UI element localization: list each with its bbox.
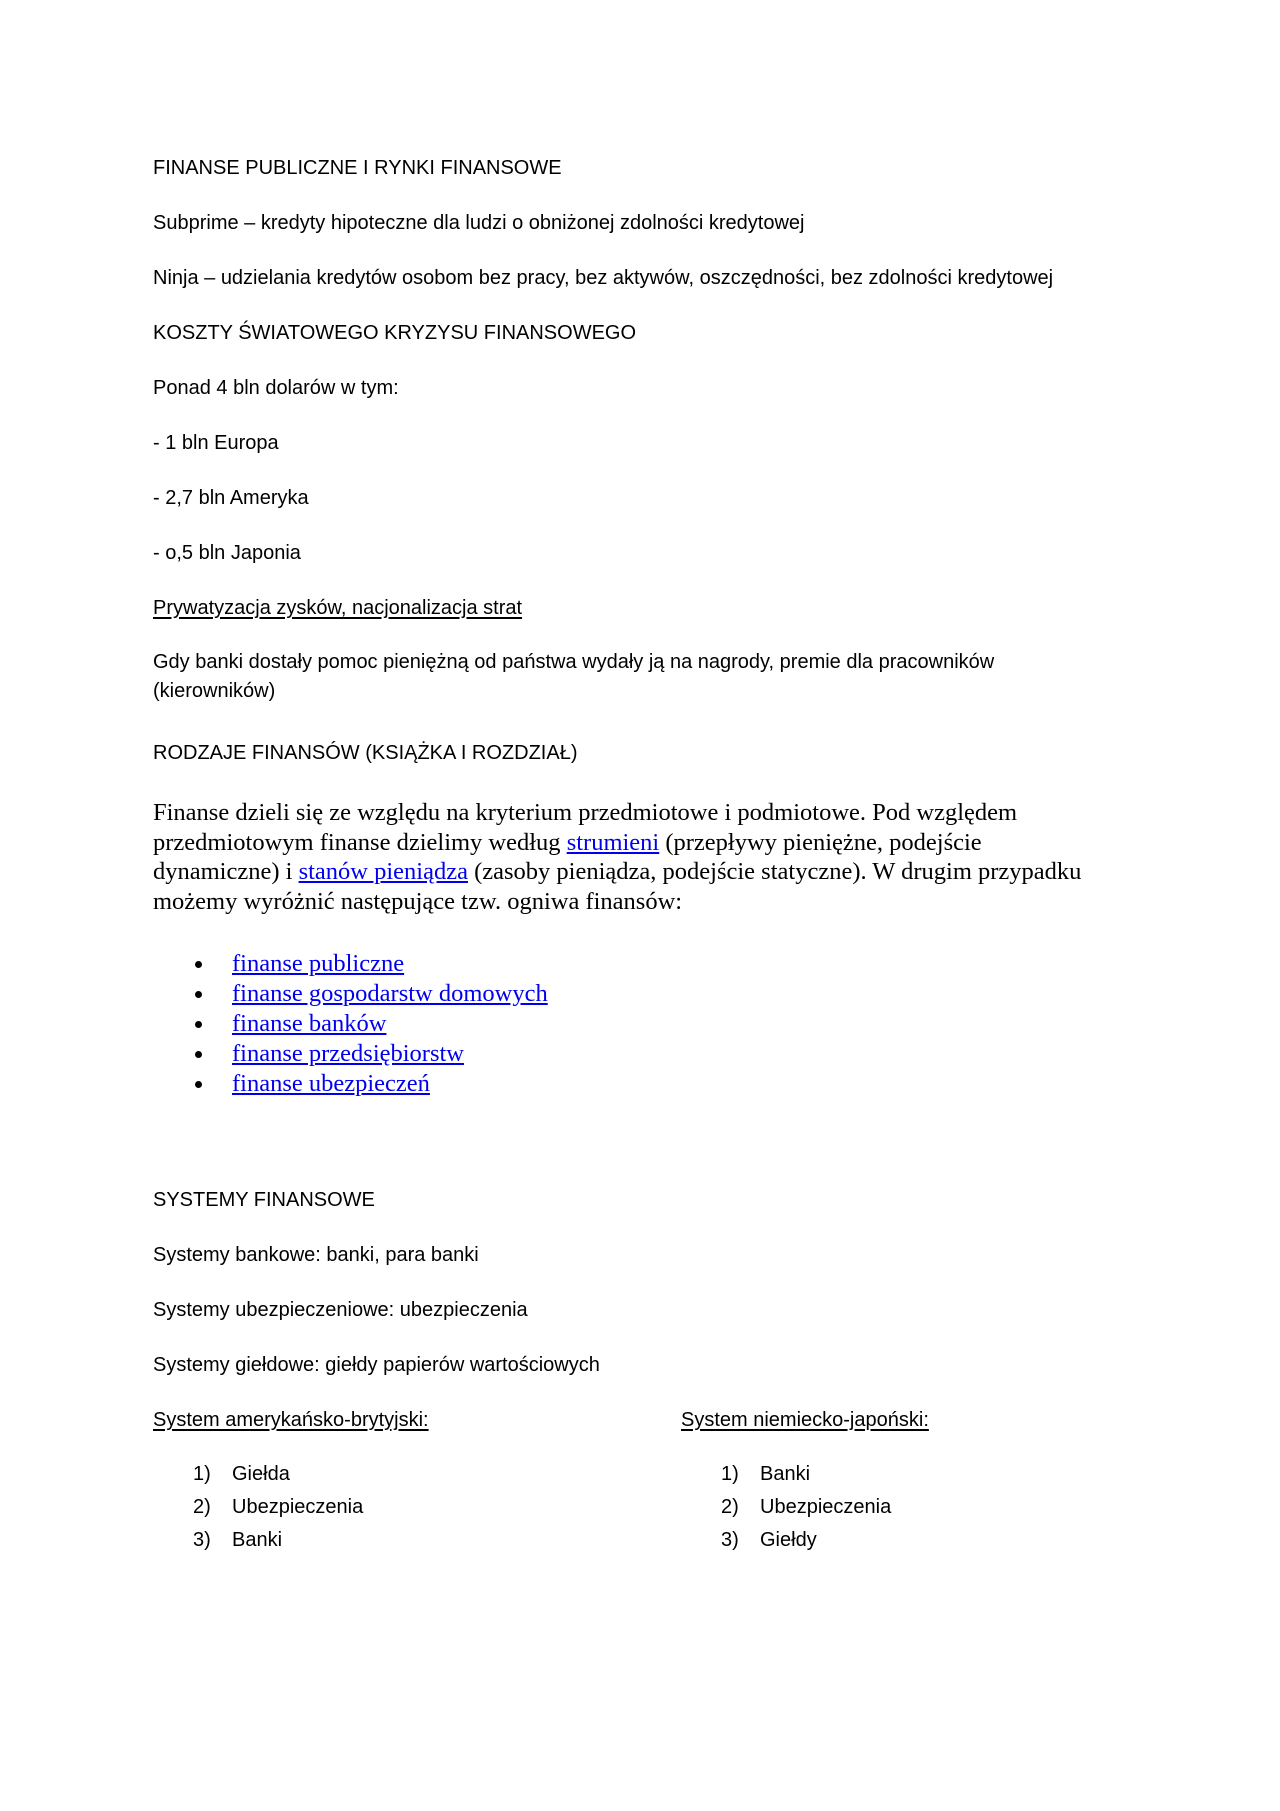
system-insurance: Systemy ubezpieczeniowe: ubezpieczenia [153,1299,528,1321]
link-finanse-publiczne[interactable]: finanse publiczne [232,950,405,977]
system-exchange: Systemy giełdowe: giełdy papierów wartościowych [153,1354,600,1376]
list-item [721,1491,891,1524]
system-right-title: System niemiecko-japoński: [681,1409,929,1431]
heading-types: RODZAJE FINANSÓW (KSIĄŻKA I ROZDZIAŁ) [153,742,578,764]
list-item [153,1009,548,1039]
list-item [153,1069,548,1099]
item-label: Giełdy [760,1529,817,1551]
item-label: Giełda [232,1463,290,1485]
item-number: 2) [721,1496,739,1518]
system-left-title: System amerykańsko-brytyjski: [153,1409,429,1431]
bullet-icon [195,991,202,998]
item-number: 1) [193,1463,211,1485]
paragraph-text-1: Finanse dzieli się ze względu na kryterium przedmiotowe i podmiotowe. Pod względem przedmiotowym finanse dzielimy według [153,799,1018,856]
finance-types-paragraph [153,798,1093,916]
heading-costs: KOSZTY ŚWIATOWEGO KRYZYSU FINANSOWEGO [153,322,637,344]
system-right-list [721,1458,891,1557]
bullet-icon [195,1081,202,1088]
list-item [193,1524,363,1557]
privatization-heading: Prywatyzacja zysków, nacjonalizacja strat [153,597,523,619]
item-label: Banki [760,1463,811,1485]
ninja-definition: Ninja – udzielania kredytów osobom bez pracy, bez aktywów, oszczędności, bez zdolności kredytowej [153,267,1054,289]
item-label: Ubezpieczenia [232,1496,364,1518]
link-strumieni[interactable]: strumieni [566,828,660,856]
item-number: 1) [721,1463,739,1485]
cost-item-america: - 2,7 bln Ameryka [153,487,309,509]
banks-aid-paragraph: Gdy banki dostały pomoc pieniężną od państwa wydały ją na nagrody, premie dla pracowników (kierowników) [153,651,995,702]
list-item [153,1039,548,1069]
bullet-icon [195,1021,202,1028]
list-item [193,1491,363,1524]
list-item [153,949,548,979]
bullet-icon [195,1051,202,1058]
item-label: Banki [232,1529,283,1551]
costs-intro: Ponad 4 bln dolarów w tym: [153,377,399,399]
list-item [193,1458,363,1491]
item-number: 3) [721,1529,739,1551]
link-finanse-ubezpieczen[interactable]: finanse ubezpieczeń [232,1070,430,1097]
cost-item-europe: - 1 bln Europa [153,432,279,454]
link-finanse-gospodarstw[interactable]: finanse gospodarstw domowych [232,980,548,1007]
paragraph-text-2: (przepływy pieniężne, podejście dynamiczne) i [153,828,982,885]
list-item [721,1458,891,1491]
finance-links-list [153,949,548,1099]
system-banking: Systemy bankowe: banki, para banki [153,1244,479,1266]
item-number: 2) [193,1496,211,1518]
heading-main: FINANSE PUBLICZNE I RYNKI FINANSOWE [153,157,562,179]
bullet-icon [195,961,202,968]
paragraph-text-3: (zasoby pieniądza, podejście statyczne). W drugim przypadku możemy wyróżnić następujące tzw. ogniwa finansów: [153,858,1082,915]
item-label: Ubezpieczenia [760,1496,892,1518]
cost-item-japan: - o,5 bln Japonia [153,542,301,564]
system-left-list [193,1458,363,1557]
item-number: 3) [193,1529,211,1551]
list-item [721,1524,891,1557]
link-stanow-pieniadza[interactable]: stanów pieniądza [298,858,468,885]
link-finanse-przedsiebiorstw[interactable]: finanse przedsiębiorstw [232,1040,464,1067]
list-item [153,979,548,1009]
subprime-definition: Subprime – kredyty hipoteczne dla ludzi o obniżonej zdolności kredytowej [153,212,805,234]
link-finanse-bankow[interactable]: finanse banków [232,1010,387,1037]
heading-systems: SYSTEMY FINANSOWE [153,1189,375,1211]
